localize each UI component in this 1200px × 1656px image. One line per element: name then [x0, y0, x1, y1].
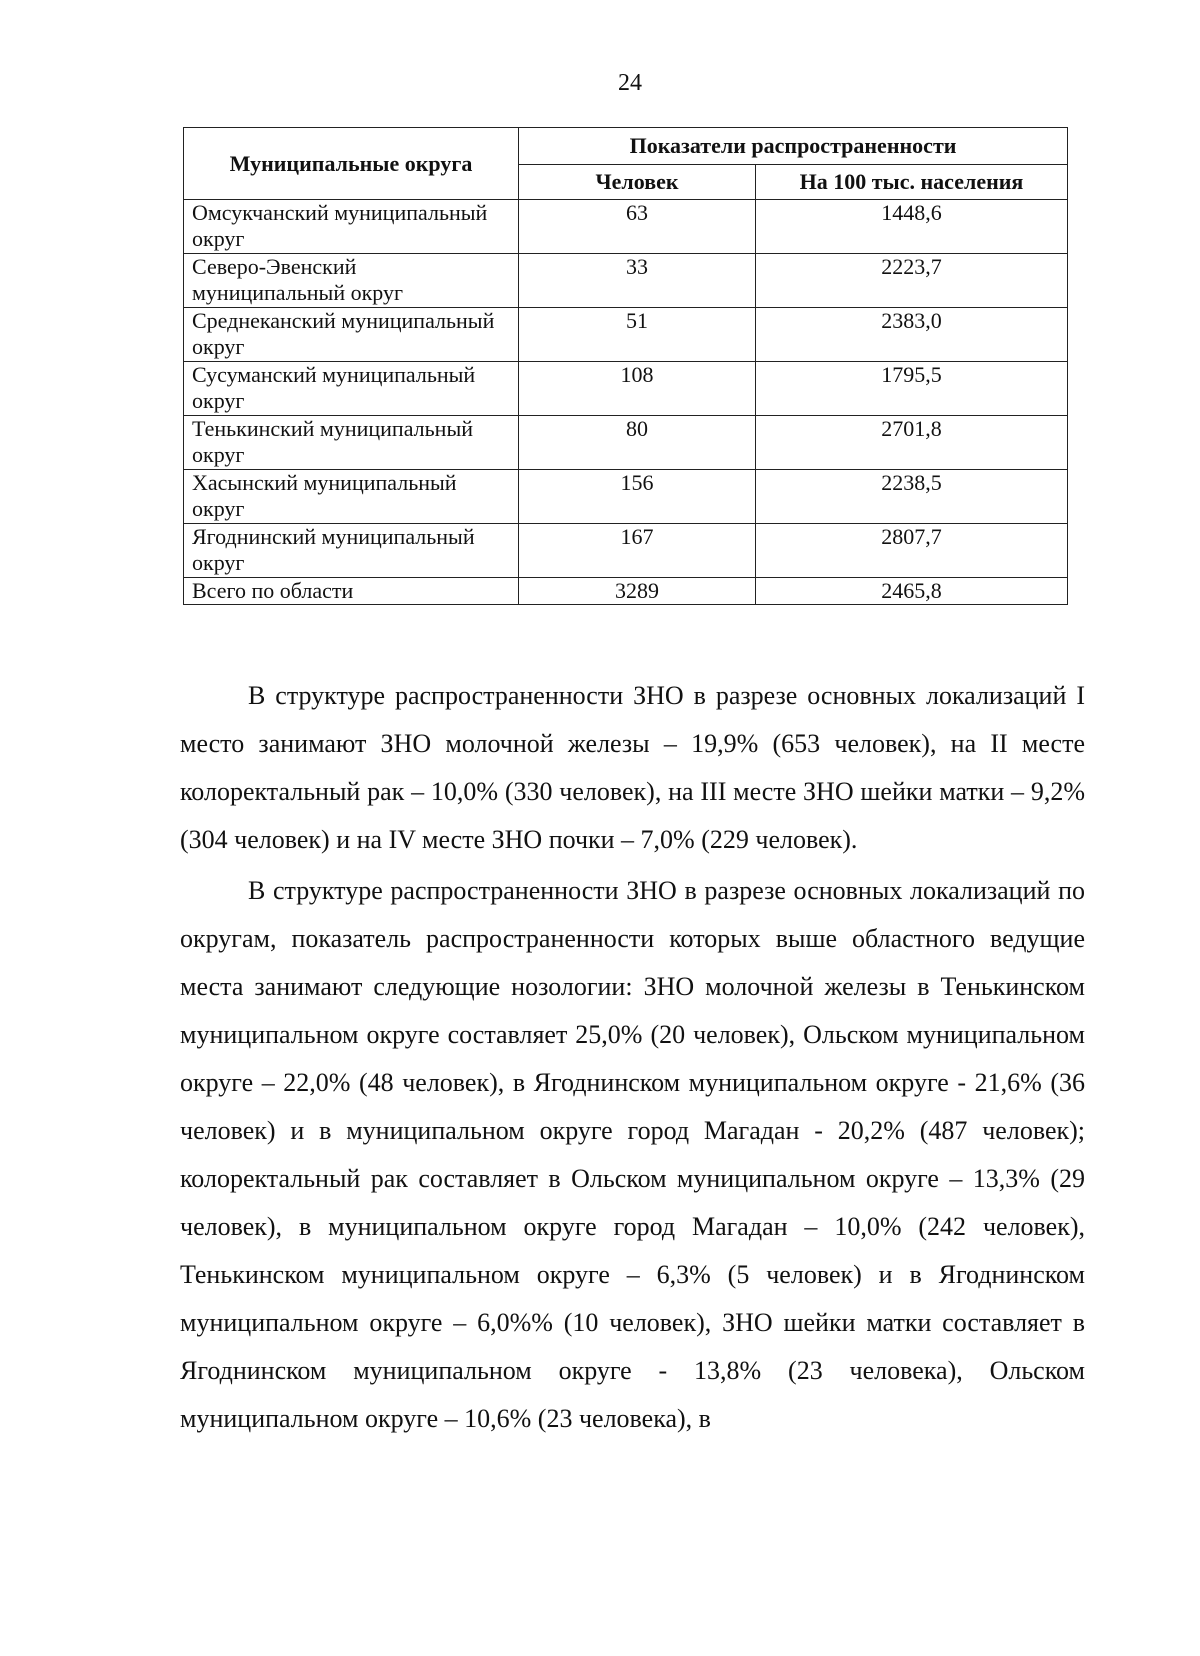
per100k-value: 1795,5	[756, 362, 1068, 416]
district-name: Омсукчанский муниципальный округ	[184, 200, 519, 254]
total-people: 3289	[519, 578, 756, 605]
header-prevalence-group: Показатели распространенности	[519, 128, 1068, 165]
header-district: Муниципальные округа	[184, 128, 519, 200]
table-row	[184, 200, 1068, 254]
people-count: 156	[519, 470, 756, 524]
people-count: 33	[519, 254, 756, 308]
header-per100k: На 100 тыс. населения	[756, 165, 1068, 200]
total-label: Всего по области	[184, 578, 519, 605]
people-count: 51	[519, 308, 756, 362]
table-total-row	[184, 578, 1068, 605]
page-number: 24	[618, 70, 642, 96]
per100k-value: 2238,5	[756, 470, 1068, 524]
district-name: Северо-Эвенский муниципальный округ	[184, 254, 519, 308]
table-header-row	[184, 128, 1068, 165]
total-per100k: 2465,8	[756, 578, 1068, 605]
paragraph: В структуре распространенности ЗНО в разрезе основных локализаций I место занимают ЗНО молочной железы – 19,9% (653 человек), на II месте колоректальный рак – 10,0% (330 человек), на III месте ЗНО шейки матки – 9,2% (304 человек) и на IV месте ЗНО почки – 7,0% (229 человек).	[180, 681, 1085, 854]
per100k-value: 1448,6	[756, 200, 1068, 254]
district-name: Ягоднинский муниципальный округ	[184, 524, 519, 578]
paragraph: В структуре распространенности ЗНО в разрезе основных локализаций по округам, показатель распространенности которых выше областного ведущие места занимают следующие нозологии: ЗНО молочной железы в Тенькинском муниципальном округе составляет 25,0% (20 человек), Ольском муниципальном округе – 22,0% (48 человек), в Ягоднинском муниципальном округе - 21,6% (36 человек) и в муниципальном округе город Магадан - 20,2% (487 человек); колоректальный рак составляет в Ольском муниципальном округе – 13,3% (29 человек), в муниципальном округе город Магадан – 10,0% (242 человек), Тенькинском муниципальном округе – 6,3% (5 человек) и в Ягоднинском муниципальном округе – 6,0%% (10 человек), ЗНО шейки матки составляет в Ягоднинском муниципальном округе - 13,8% (23 человека), Ольском муниципальном округе – 10,6% (23 человека), в	[180, 876, 1085, 1433]
district-name: Среднеканский муниципальный округ	[184, 308, 519, 362]
district-name: Хасынский муниципальный округ	[184, 470, 519, 524]
table-row	[184, 362, 1068, 416]
body-text	[180, 672, 1085, 1443]
table-row	[184, 416, 1068, 470]
people-count: 108	[519, 362, 756, 416]
per100k-value: 2383,0	[756, 308, 1068, 362]
people-count: 63	[519, 200, 756, 254]
header-people: Человек	[519, 165, 756, 200]
prevalence-table	[183, 127, 1068, 605]
people-count: 80	[519, 416, 756, 470]
table-row	[184, 470, 1068, 524]
people-count: 167	[519, 524, 756, 578]
district-name: Тенькинский муниципальный округ	[184, 416, 519, 470]
per100k-value: 2807,7	[756, 524, 1068, 578]
per100k-value: 2223,7	[756, 254, 1068, 308]
per100k-value: 2701,8	[756, 416, 1068, 470]
table-row	[184, 254, 1068, 308]
table-row	[184, 524, 1068, 578]
table-row	[184, 308, 1068, 362]
district-name: Сусуманский муниципальный округ	[184, 362, 519, 416]
